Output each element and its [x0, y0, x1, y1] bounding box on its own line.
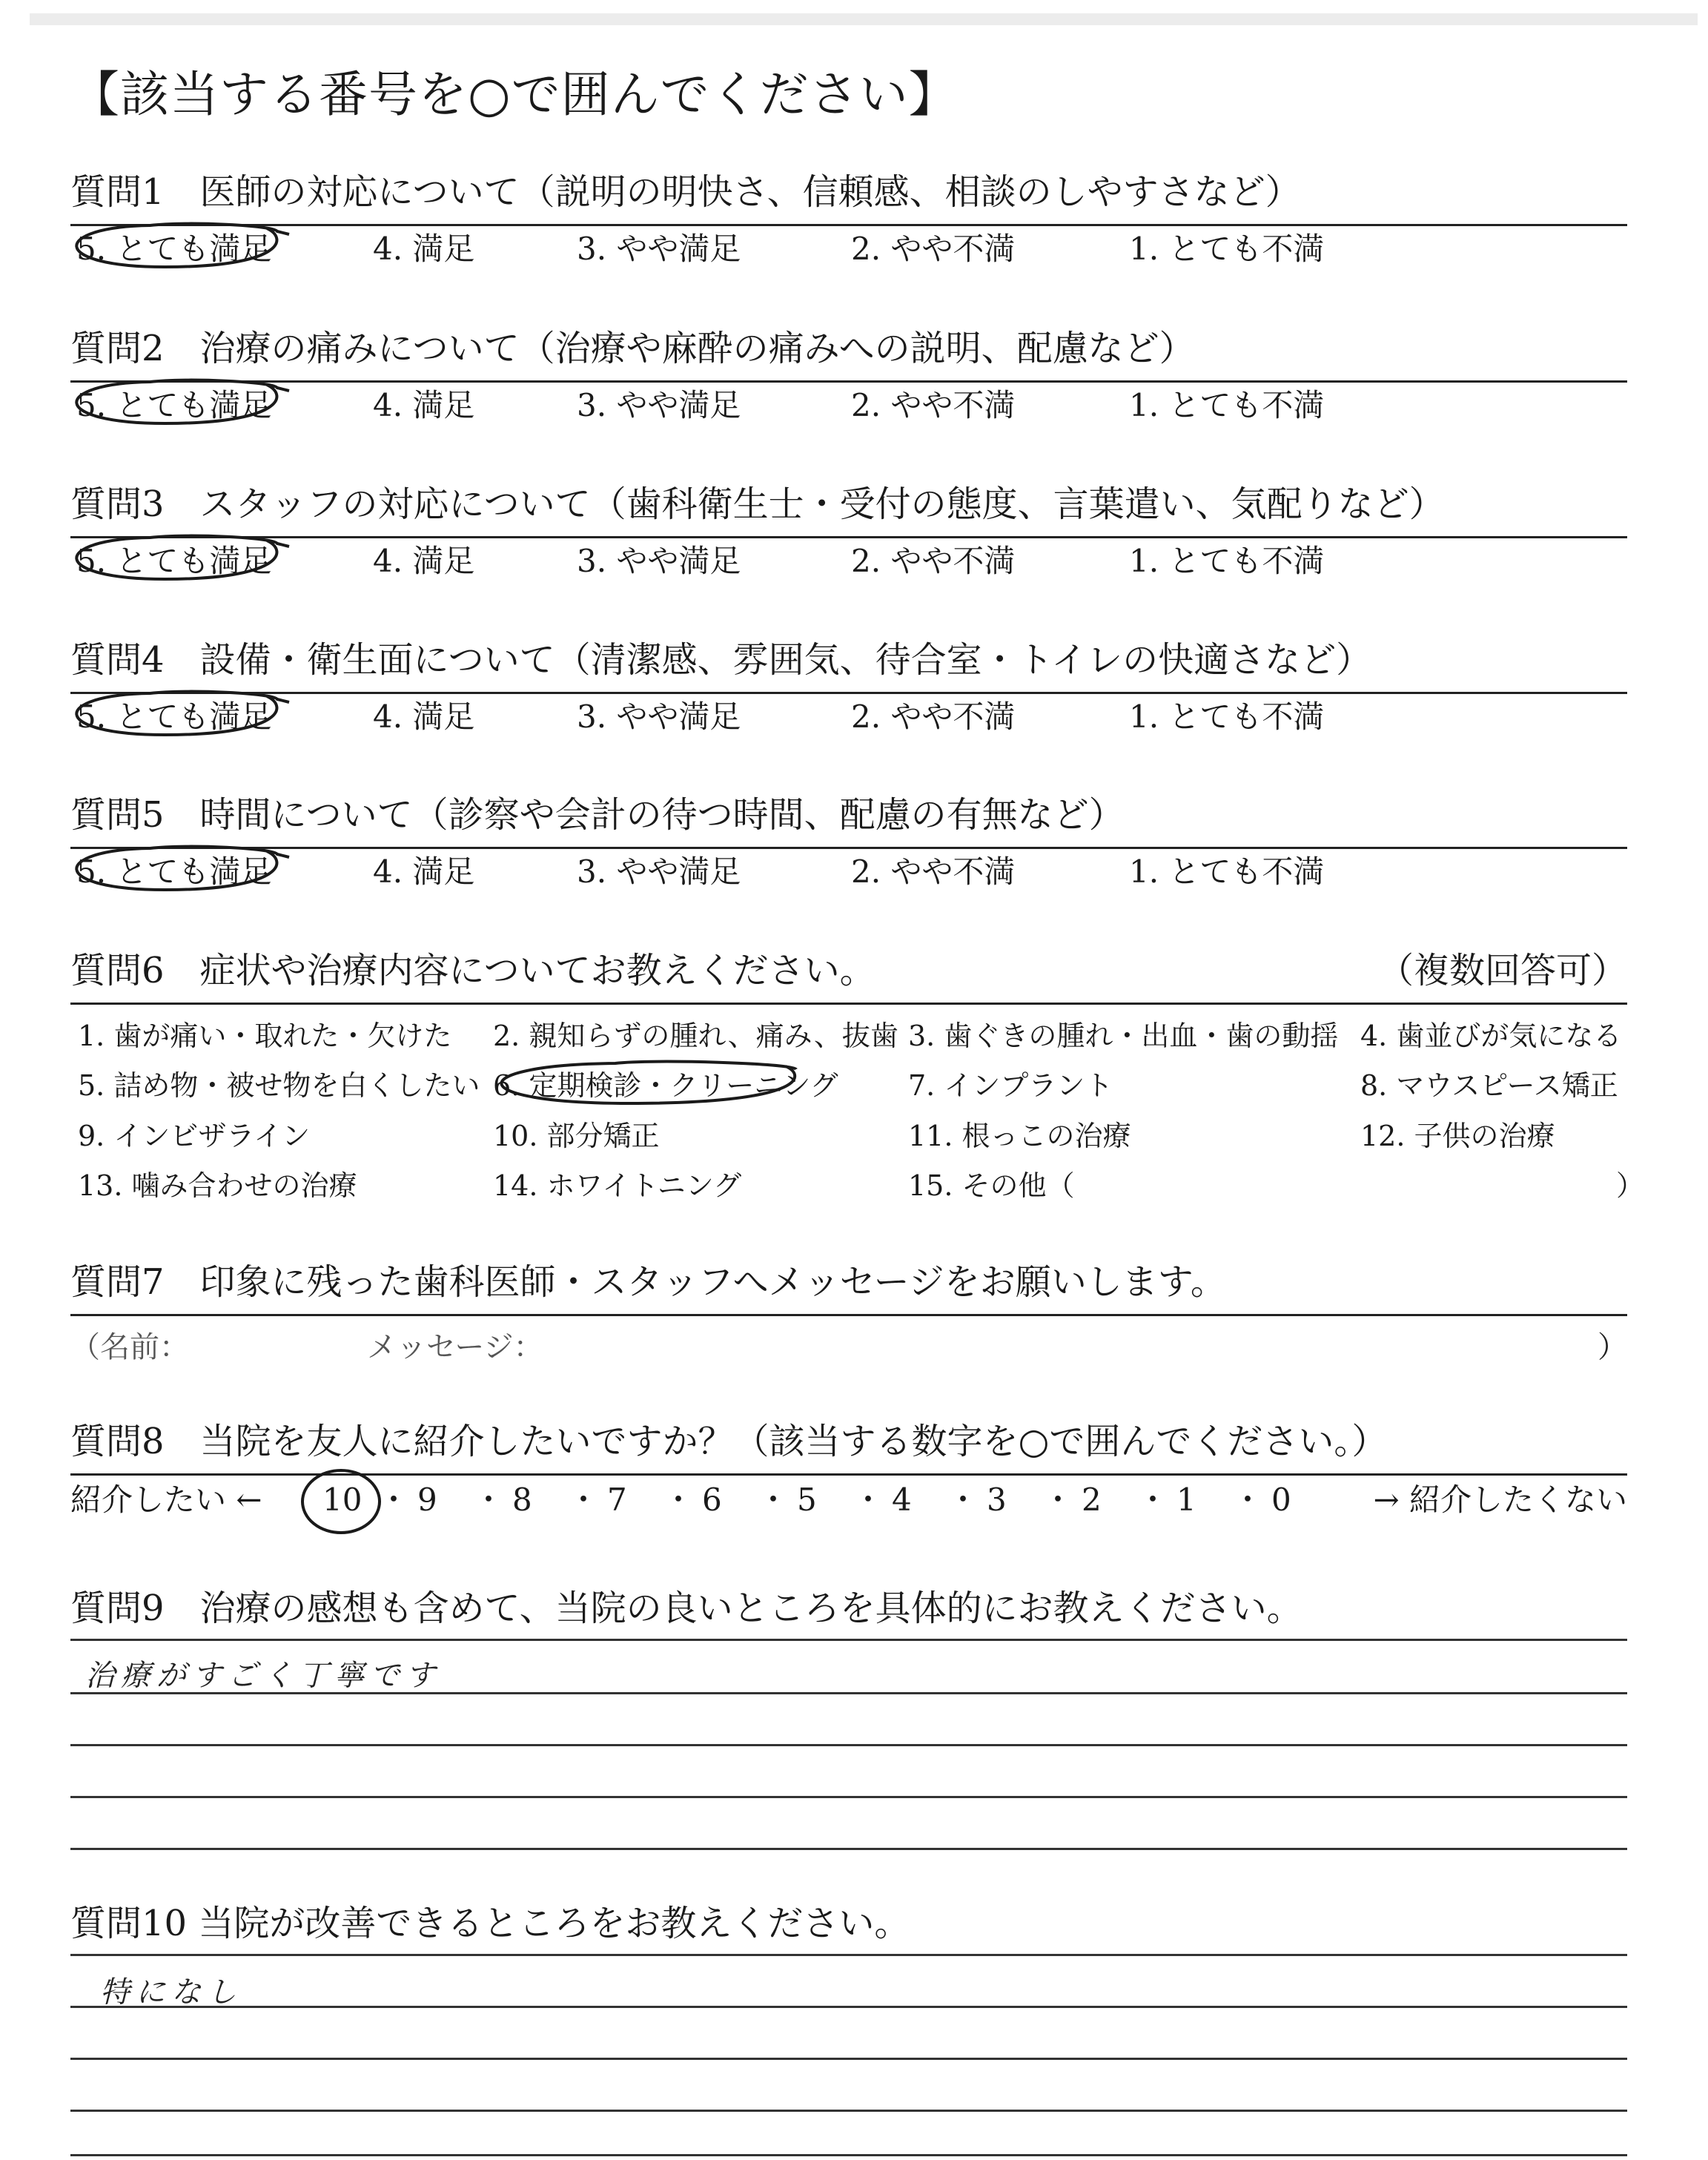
q6-option-13[interactable]: 13. 噛み合わせの治療 [78, 1169, 357, 1202]
question-4-rule [70, 692, 1627, 694]
q10-line [70, 2154, 1627, 2156]
q6-rule [70, 1003, 1627, 1005]
q6-option-14[interactable]: 14. ホワイトニング [493, 1169, 742, 1202]
question-5-options [70, 853, 1627, 901]
rating-option-3[interactable]: 3. やや満足 [577, 231, 741, 267]
q8-scale [70, 1484, 1627, 1529]
q6-option-5[interactable]: 5. 詰め物・被せ物を白くしたい [78, 1069, 480, 1102]
q7-label: 質問7 印象に残った歯科医師・スタッフへメッセージをお願いします。 [70, 1261, 1226, 1303]
q6-multi-note: （複数回答可） [1377, 950, 1627, 991]
q9-line [70, 1692, 1627, 1694]
question-1-label: 質問1 医師の対応について（説明の明快さ、信頼感、相談のしやすさなど） [70, 171, 1301, 213]
q8-score-3[interactable]: 3 [987, 1482, 1007, 1518]
q10-label: 質問10 当院が改善できるところをお教えください。 [70, 1903, 910, 1944]
q8-rule [70, 1473, 1627, 1476]
rating-option-4[interactable]: 4. 満足 [373, 698, 475, 735]
question-2-rule [70, 380, 1627, 383]
q8-separator: ・ [1042, 1482, 1074, 1518]
q6-label: 質問6 症状や治療内容についてお教えください。 （複数回答可） [70, 950, 1627, 991]
q8-separator: ・ [473, 1482, 505, 1518]
q10-line [70, 1954, 1627, 1956]
q8-score-5[interactable]: 5 [797, 1482, 817, 1518]
q6-option-15[interactable]: 15. その他（ [908, 1169, 1075, 1202]
question-1-options [70, 231, 1627, 278]
q7-close-paren: ） [1598, 1330, 1627, 1364]
question-3-options [70, 543, 1627, 590]
rating-option-1[interactable]: 1. とても不満 [1129, 231, 1325, 267]
question-1-rule [70, 224, 1627, 226]
rating-option-5[interactable]: 5. とても満足 [76, 853, 272, 890]
q8-score-6[interactable]: 6 [702, 1482, 722, 1518]
q8-separator: ・ [1137, 1482, 1169, 1518]
q6-option-1[interactable]: 1. 歯が痛い・取れた・欠けた [78, 1020, 452, 1052]
question-4-label: 質問4 設備・衛生面について（清潔感、雰囲気、待合室・トイレの快適さなど） [70, 639, 1372, 681]
q8-score-0[interactable]: 0 [1271, 1482, 1291, 1518]
rating-option-3[interactable]: 3. やや満足 [577, 387, 741, 423]
q6-option-4[interactable]: 4. 歯並びが気になる [1360, 1020, 1622, 1052]
q6-other-close-paren: ） [1616, 1169, 1645, 1202]
q6-option-9[interactable]: 9. インビザライン [78, 1120, 311, 1152]
page-title: 【該当する番号を○で囲んでください】 [70, 66, 959, 123]
q8-score-4[interactable]: 4 [892, 1482, 912, 1518]
q6-option-2[interactable]: 2. 親知らずの腫れ、痛み、抜歯 [493, 1020, 898, 1052]
question-3-rule [70, 536, 1627, 538]
rating-option-4[interactable]: 4. 満足 [373, 853, 475, 890]
q8-score-9[interactable]: 9 [417, 1482, 437, 1518]
rating-option-2[interactable]: 2. やや不満 [851, 853, 1016, 890]
rating-option-5[interactable]: 5. とても満足 [76, 698, 272, 735]
scan-top-edge [30, 13, 1698, 25]
q8-score-2[interactable]: 2 [1082, 1482, 1102, 1518]
rating-option-4[interactable]: 4. 満足 [373, 543, 475, 579]
rating-option-1[interactable]: 1. とても不満 [1129, 543, 1325, 579]
rating-option-5[interactable]: 5. とても満足 [76, 231, 272, 267]
q7-rule [70, 1314, 1627, 1316]
q6-option-11[interactable]: 11. 根っこの治療 [908, 1120, 1131, 1152]
rating-option-2[interactable]: 2. やや不満 [851, 387, 1016, 423]
rating-option-4[interactable]: 4. 満足 [373, 387, 475, 423]
q8-separator: ・ [378, 1482, 410, 1518]
question-3-label: 質問3 スタッフの対応について（歯科衛生士・受付の態度、言葉遣い、気配りなど） [70, 483, 1445, 525]
q8-score-8[interactable]: 8 [512, 1482, 532, 1518]
question-2-label: 質問2 治療の痛みについて（治療や麻酔の痛みへの説明、配慮など） [70, 328, 1195, 369]
q8-score-1[interactable]: 1 [1176, 1482, 1196, 1518]
q8-separator: ・ [663, 1482, 695, 1518]
rating-option-5[interactable]: 5. とても満足 [76, 543, 272, 579]
rating-option-2[interactable]: 2. やや不満 [851, 698, 1016, 735]
q6-option-8[interactable]: 8. マウスピース矯正 [1360, 1069, 1618, 1102]
rating-option-1[interactable]: 1. とても不満 [1129, 698, 1325, 735]
q8-separator: ・ [1232, 1482, 1264, 1518]
q9-line [70, 1796, 1627, 1798]
q6-option-3[interactable]: 3. 歯ぐきの腫れ・出血・歯の動揺 [908, 1020, 1339, 1052]
q8-left-label: 紹介したい ← [70, 1482, 262, 1518]
q10-line [70, 2110, 1627, 2112]
q8-score-10[interactable]: 10 [322, 1482, 363, 1518]
q6-option-12[interactable]: 12. 子供の治療 [1360, 1120, 1555, 1152]
rating-option-3[interactable]: 3. やや満足 [577, 698, 741, 735]
rating-option-3[interactable]: 3. やや満足 [577, 543, 741, 579]
rating-option-5[interactable]: 5. とても満足 [76, 387, 272, 423]
rating-option-3[interactable]: 3. やや満足 [577, 853, 741, 890]
q9-line [70, 1744, 1627, 1746]
q7-name-label: （名前： [70, 1330, 189, 1364]
q10-handwritten-answer: 特になし [100, 1975, 242, 2009]
q8-score-7[interactable]: 7 [607, 1482, 627, 1518]
q9-line [70, 1848, 1627, 1850]
q9-label: 質問9 治療の感想も含めて、当院の良いところを具体的にお教えください。 [70, 1588, 1302, 1629]
q8-separator: ・ [947, 1482, 979, 1518]
rating-option-2[interactable]: 2. やや不満 [851, 231, 1016, 267]
q8-right-label: → 紹介したくない [1373, 1482, 1627, 1518]
q9-handwritten-answer: 治療がすごく丁寧です [85, 1659, 441, 1693]
rating-option-4[interactable]: 4. 満足 [373, 231, 475, 267]
q10-line [70, 2058, 1627, 2060]
q6-option-6[interactable]: 6. 定期検診・クリーニング [493, 1069, 838, 1102]
q6-option-7[interactable]: 7. インプラント [908, 1069, 1113, 1102]
q8-label: 質問8 当院を友人に紹介したいですか？（該当する数字を○で囲んでください。） [70, 1421, 1388, 1462]
rating-option-2[interactable]: 2. やや不満 [851, 543, 1016, 579]
q10-line [70, 2006, 1627, 2008]
rating-option-1[interactable]: 1. とても不満 [1129, 853, 1325, 890]
q9-line [70, 1639, 1627, 1641]
question-5-label: 質問5 時間について（診察や会計の待つ時間、配慮の有無など） [70, 794, 1125, 836]
q6-option-10[interactable]: 10. 部分矯正 [493, 1120, 660, 1152]
q8-separator: ・ [853, 1482, 884, 1518]
question-4-options [70, 698, 1627, 746]
q8-separator: ・ [568, 1482, 600, 1518]
q7-message-label: メッセージ： [367, 1330, 543, 1364]
q8-separator: ・ [758, 1482, 790, 1518]
question-5-rule [70, 847, 1627, 849]
rating-option-1[interactable]: 1. とても不満 [1129, 387, 1325, 423]
question-2-options [70, 387, 1627, 435]
